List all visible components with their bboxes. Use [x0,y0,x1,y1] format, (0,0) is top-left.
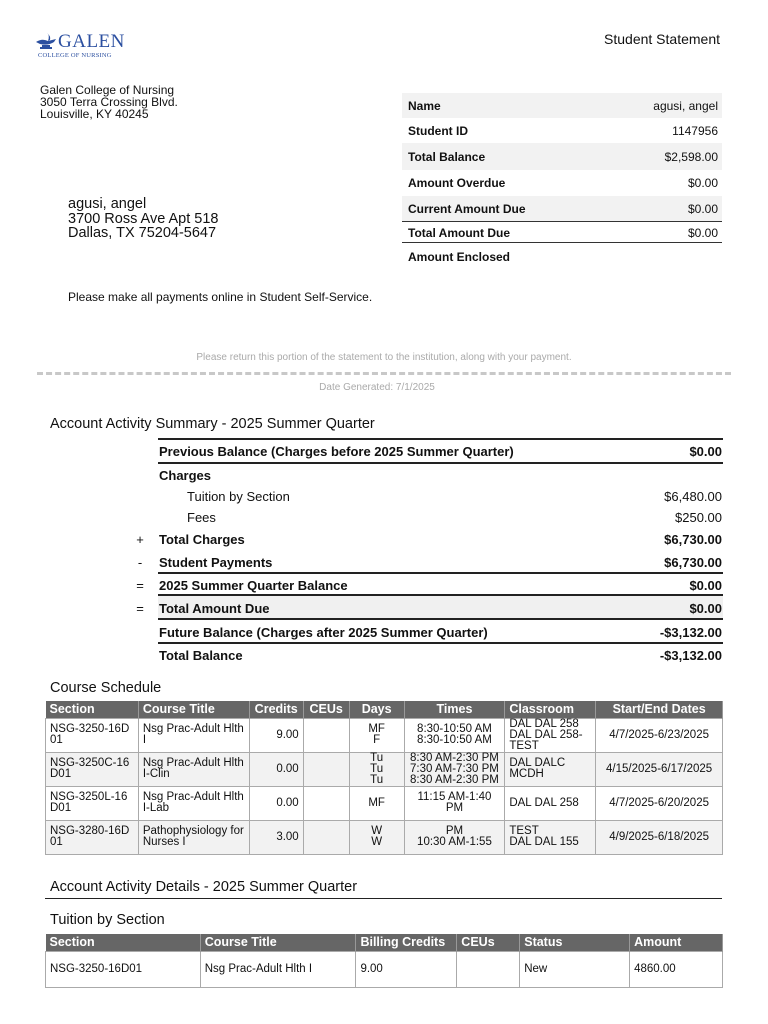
activity-row [134,507,723,528]
summary-label: Total Amount Due [408,225,510,240]
table-row [46,786,723,820]
activity-summary [134,438,723,667]
column-header: Start/End Dates [596,701,723,718]
summary-row-total-balance [402,143,722,170]
times-cell [404,786,505,820]
school-address [40,84,178,120]
section-divider [45,898,722,899]
activity-row [134,550,723,574]
payment-note: Please make all payments online in Student Self-Service. [68,290,373,304]
column-header: Section [46,701,139,718]
classroom-cell [505,752,596,786]
course-schedule-title: Course Schedule [50,680,162,696]
activity-amount: -$3,132.00 [659,648,722,663]
day-line: F [373,734,381,746]
activity-amount: $0.00 [689,600,722,616]
activity-details-title: Account Activity Details - 2025 Summer Quarter [50,879,358,895]
summary-row-current-amount-due [402,196,722,222]
activity-label: Total Charges [159,531,245,547]
billing-credits-cell: 9.00 [356,951,457,987]
activity-row [134,596,723,620]
student-address-line: Dallas, TX 75204-5647 [68,225,217,241]
activity-row [134,438,723,464]
activity-amount: $6,730.00 [664,531,722,547]
activity-label: Future Balance (Charges after 2025 Summer Quarter) [159,624,488,640]
activity-amount: $0.00 [689,577,722,593]
summary-value: $0.00 [687,176,718,190]
activity-amount: $6,730.00 [664,554,722,570]
credits-cell: 9.00 [249,718,303,752]
activity-summary-title: Account Activity Summary - 2025 Summer Quarter [50,416,375,432]
date-generated: Date Generated: 7/1/2025 [319,382,435,393]
course-title-cell: Pathophysiology for Nurses I [138,820,249,854]
logo-wordmark: GALEN [58,31,125,52]
summary-label: Student ID [408,123,468,138]
activity-row [134,574,723,596]
day-line: W [371,825,383,837]
activity-label: 2025 Summer Quarter Balance [159,577,348,593]
day-line: MF [368,723,385,735]
student-address-line: 3700 Ross Ave Apt 518 [68,210,219,227]
classroom-line: DAL DAL 258 [509,796,579,809]
dates-cell: 4/7/2025-6/20/2025 [596,786,723,820]
days-cell [349,752,404,786]
table-row [46,951,723,987]
classroom-line: TEST [509,739,539,752]
time-line: 8:30 AM-2:30 PM [410,773,499,786]
activity-symbol: = [136,600,144,616]
time-line: PM [445,802,464,814]
tuition-section-title: Tuition by Section [50,912,165,928]
summary-value: $0.00 [687,202,718,216]
days-cell [349,820,404,854]
statement-summary [402,93,722,271]
activity-label: Total Balance [159,648,243,663]
statement-title: Student Statement [604,31,720,47]
table-row [46,820,723,854]
day-line: W [371,836,383,848]
summary-label: Name [408,98,441,113]
time-line: 8:30-10:50 AM [417,734,492,746]
table-header-row [46,701,723,718]
column-header: Section [46,934,201,951]
column-header: Amount [630,934,723,951]
dates-cell: 4/9/2025-6/18/2025 [596,820,723,854]
tear-off-divider [37,372,731,375]
student-address [68,197,219,241]
activity-label: Previous Balance (Charges before 2025 Summer Quarter) [159,443,514,459]
section-cell: NSG-3250L-16 D01 [46,786,139,820]
course-title-cell: Nsg Prac-Adult Hlth I [138,718,249,752]
ceus-cell [457,951,520,987]
summary-row-amount-overdue [402,170,722,196]
column-header: Status [520,934,630,951]
ceus-cell [303,752,349,786]
amount-cell: 4860.00 [630,951,723,987]
time-line: 11:15 AM-1:40 [417,791,492,803]
ceus-cell [303,718,349,752]
dates-cell: 4/7/2025-6/23/2025 [596,718,723,752]
column-header: Course Title [138,701,249,718]
activity-label: Total Amount Due [159,600,270,616]
summary-row-student-id [402,118,722,143]
table-row [46,718,723,752]
summary-row-name [402,93,722,118]
day-line: Tu [370,762,384,775]
time-line: 8:30 AM-2:30 PM [410,751,499,764]
summary-value: 1147956 [672,123,718,138]
activity-row [134,486,723,507]
galen-logo [34,30,124,62]
column-header: Days [349,701,404,718]
activity-amount: $250.00 [675,510,722,525]
column-header: Billing Credits [356,934,457,951]
activity-label: Charges [159,467,212,483]
school-address-line: Louisville, KY 40245 [40,107,149,121]
activity-row [134,644,723,667]
summary-row-amount-enclosed [402,243,722,271]
summary-label: Total Balance [408,149,486,164]
activity-label: Tuition by Section [187,489,290,504]
summary-value: $0.00 [687,225,718,240]
return-note: Please return this portion of the statement to the institution, along with your payment. [196,352,572,363]
column-header: Classroom [505,701,596,718]
times-cell [404,820,505,854]
summary-label: Amount Enclosed [408,250,511,264]
summary-label: Current Amount Due [408,202,526,216]
summary-label: Amount Overdue [408,176,506,190]
classroom-line: DAL DAL 155 [509,836,579,848]
time-line: 7:30 AM-7:30 PM [410,762,499,775]
school-address-line: Galen College of Nursing [40,83,175,97]
table-row [46,752,723,786]
activity-label: Fees [187,510,216,525]
time-line: PM [445,825,464,837]
tuition-table [45,934,723,988]
table-header-row [46,934,723,951]
column-header: Credits [249,701,303,718]
credits-cell: 0.00 [249,752,303,786]
classroom-cell [505,718,596,752]
classroom-cell [505,820,596,854]
column-header: Course Title [200,934,356,951]
ceus-cell [303,820,349,854]
dates-cell: 4/15/2025-6/17/2025 [596,752,723,786]
classroom-line: DAL DALC [509,757,566,769]
day-line: MF [368,796,385,809]
course-schedule-table [45,701,723,855]
times-cell [404,718,505,752]
section-cell: NSG-3250-16D 01 [46,718,139,752]
status-cell: New [520,951,630,987]
classroom-cell [505,786,596,820]
logo-subtext: COLLEGE OF NURSING [38,52,112,59]
student-address-line: agusi, angel [68,196,147,212]
activity-symbol: + [136,531,144,547]
section-cell: NSG-3250C-16 D01 [46,752,139,786]
classroom-line: TEST [509,825,539,837]
days-cell [349,786,404,820]
column-header: CEUs [457,934,520,951]
course-title-cell: Nsg Prac-Adult Hlth I-Lab [138,786,249,820]
activity-symbol: = [136,577,144,593]
time-line: 10:30 AM-1:55 [417,836,492,848]
ceus-cell [303,786,349,820]
activity-amount: $6,480.00 [664,489,722,504]
activity-row [134,620,723,644]
course-title-cell: Nsg Prac-Adult Hlth I-Clin [138,752,249,786]
credits-cell: 0.00 [249,786,303,820]
section-cell: NSG-3250-16D01 [46,951,201,987]
day-line: Tu [370,773,384,786]
days-cell [349,718,404,752]
column-header: CEUs [303,701,349,718]
classroom-line: MCDH [509,768,544,780]
activity-amount: $0.00 [689,443,722,459]
summary-row-total-amount-due [402,222,722,243]
lamp-icon [34,33,58,51]
summary-value: $2,598.00 [664,149,718,164]
day-line: Tu [370,751,384,764]
school-address-line: 3050 Terra Crossing Blvd. [40,95,178,109]
summary-value: agusi, angel [653,98,718,113]
section-cell: NSG-3280-16D 01 [46,820,139,854]
activity-symbol: - [137,554,143,570]
activity-row [134,464,723,486]
classroom-line: DAL DAL 258- [509,728,583,741]
activity-label: Student Payments [159,554,273,570]
column-header: Times [404,701,505,718]
activity-row [134,528,723,550]
credits-cell: 3.00 [249,820,303,854]
time-line: 8:30-10:50 AM [417,723,492,735]
classroom-line: DAL DAL 258 [509,717,579,730]
times-cell [404,752,505,786]
course-title-cell: Nsg Prac-Adult Hlth I [200,951,356,987]
activity-amount: -$3,132.00 [659,624,722,640]
